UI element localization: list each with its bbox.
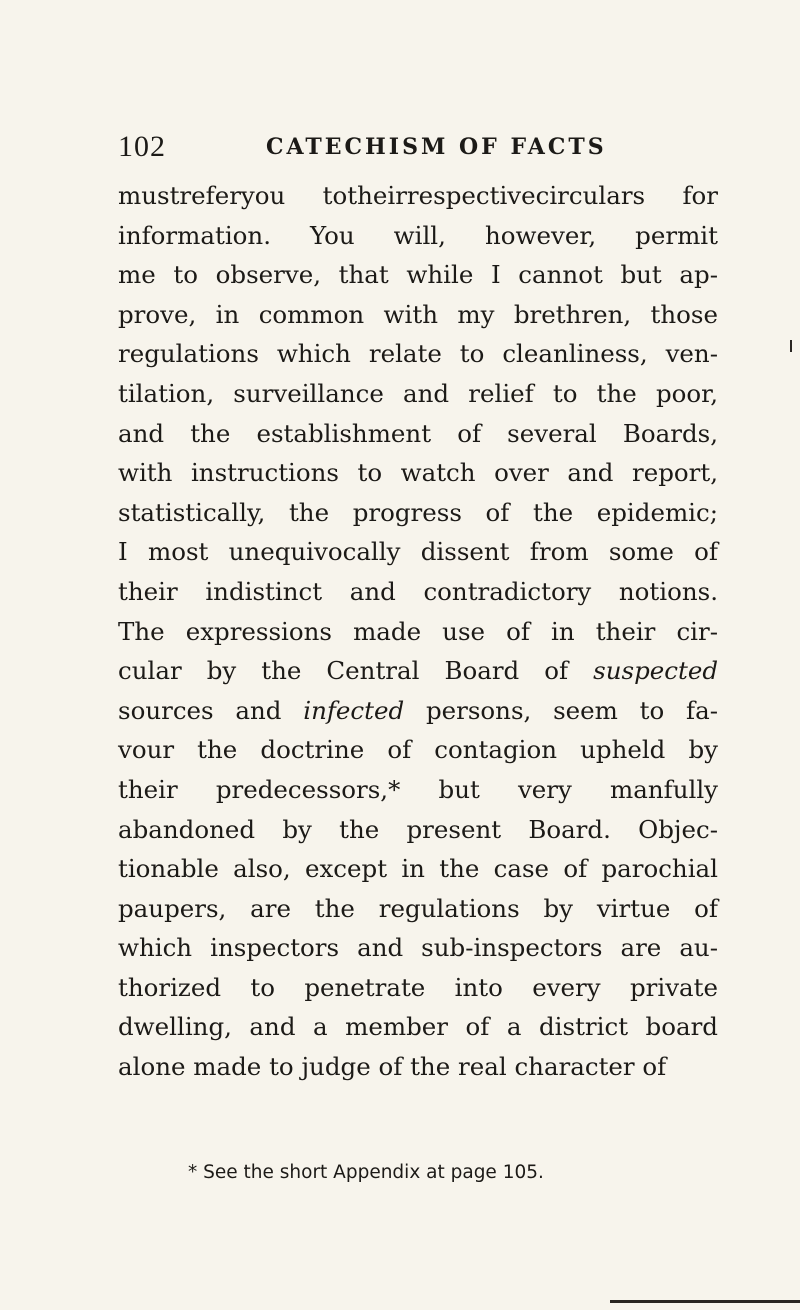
text-line: I most unequivocally dissent from some of xyxy=(118,537,718,567)
page-edge-rule xyxy=(610,1300,800,1303)
page-header xyxy=(118,130,678,170)
text-line: their predecessors,* but very manfully xyxy=(118,774,718,804)
text-line: The expressions made use of in their cir- xyxy=(118,616,718,646)
text-line: vour the doctrine of contagion upheld by xyxy=(118,735,718,765)
body-text xyxy=(118,176,718,1087)
text-segment: sources and xyxy=(118,695,304,725)
text-line: dwelling, and a member of a district board xyxy=(118,1012,718,1042)
text-line: alone made to judge of the real character of xyxy=(118,1052,667,1082)
italic-word: suspected xyxy=(593,656,718,686)
text-line: statistically, the progress of the epidemic; xyxy=(118,497,718,527)
text-line: tilation, surveillance and relief to the poor, xyxy=(118,378,718,408)
text-line: and the establishment of several Boards, xyxy=(118,418,718,448)
text-line: regulations which relate to cleanliness, ven- xyxy=(118,339,718,369)
text-line: prove, in common with my brethren, those xyxy=(118,299,718,329)
running-head: CATECHISM OF FACTS xyxy=(266,134,607,160)
text-line: me to observe, that while I cannot but ap- xyxy=(118,260,718,290)
text-line: which inspectors and sub-inspectors are au- xyxy=(118,933,718,963)
italic-word: infected xyxy=(303,695,405,725)
text-line: tionable also, except in the case of parochial xyxy=(118,854,718,884)
page-number: 102 xyxy=(118,130,166,163)
text-line: thorized to penetrate into every private xyxy=(118,972,718,1002)
text-segment: cular by the Central Board of xyxy=(118,656,594,686)
text-segment: persons, seem to fa- xyxy=(404,695,718,725)
page-edge-mark xyxy=(790,340,792,352)
text-line: mustreferyou totheirrespectivecirculars for xyxy=(118,181,718,210)
text-line: paupers, are the regulations by virtue of xyxy=(118,893,718,923)
footnote: * See the short Appendix at page 105. xyxy=(188,1162,544,1183)
text-line: information. You will, however, permit xyxy=(118,220,718,250)
text-line: with instructions to watch over and report, xyxy=(118,458,718,488)
text-line: abandoned by the present Board. Objec- xyxy=(118,814,718,844)
text-line xyxy=(118,651,718,691)
text-line: their indistinct and contradictory notions. xyxy=(118,576,718,606)
text-line xyxy=(118,691,718,731)
